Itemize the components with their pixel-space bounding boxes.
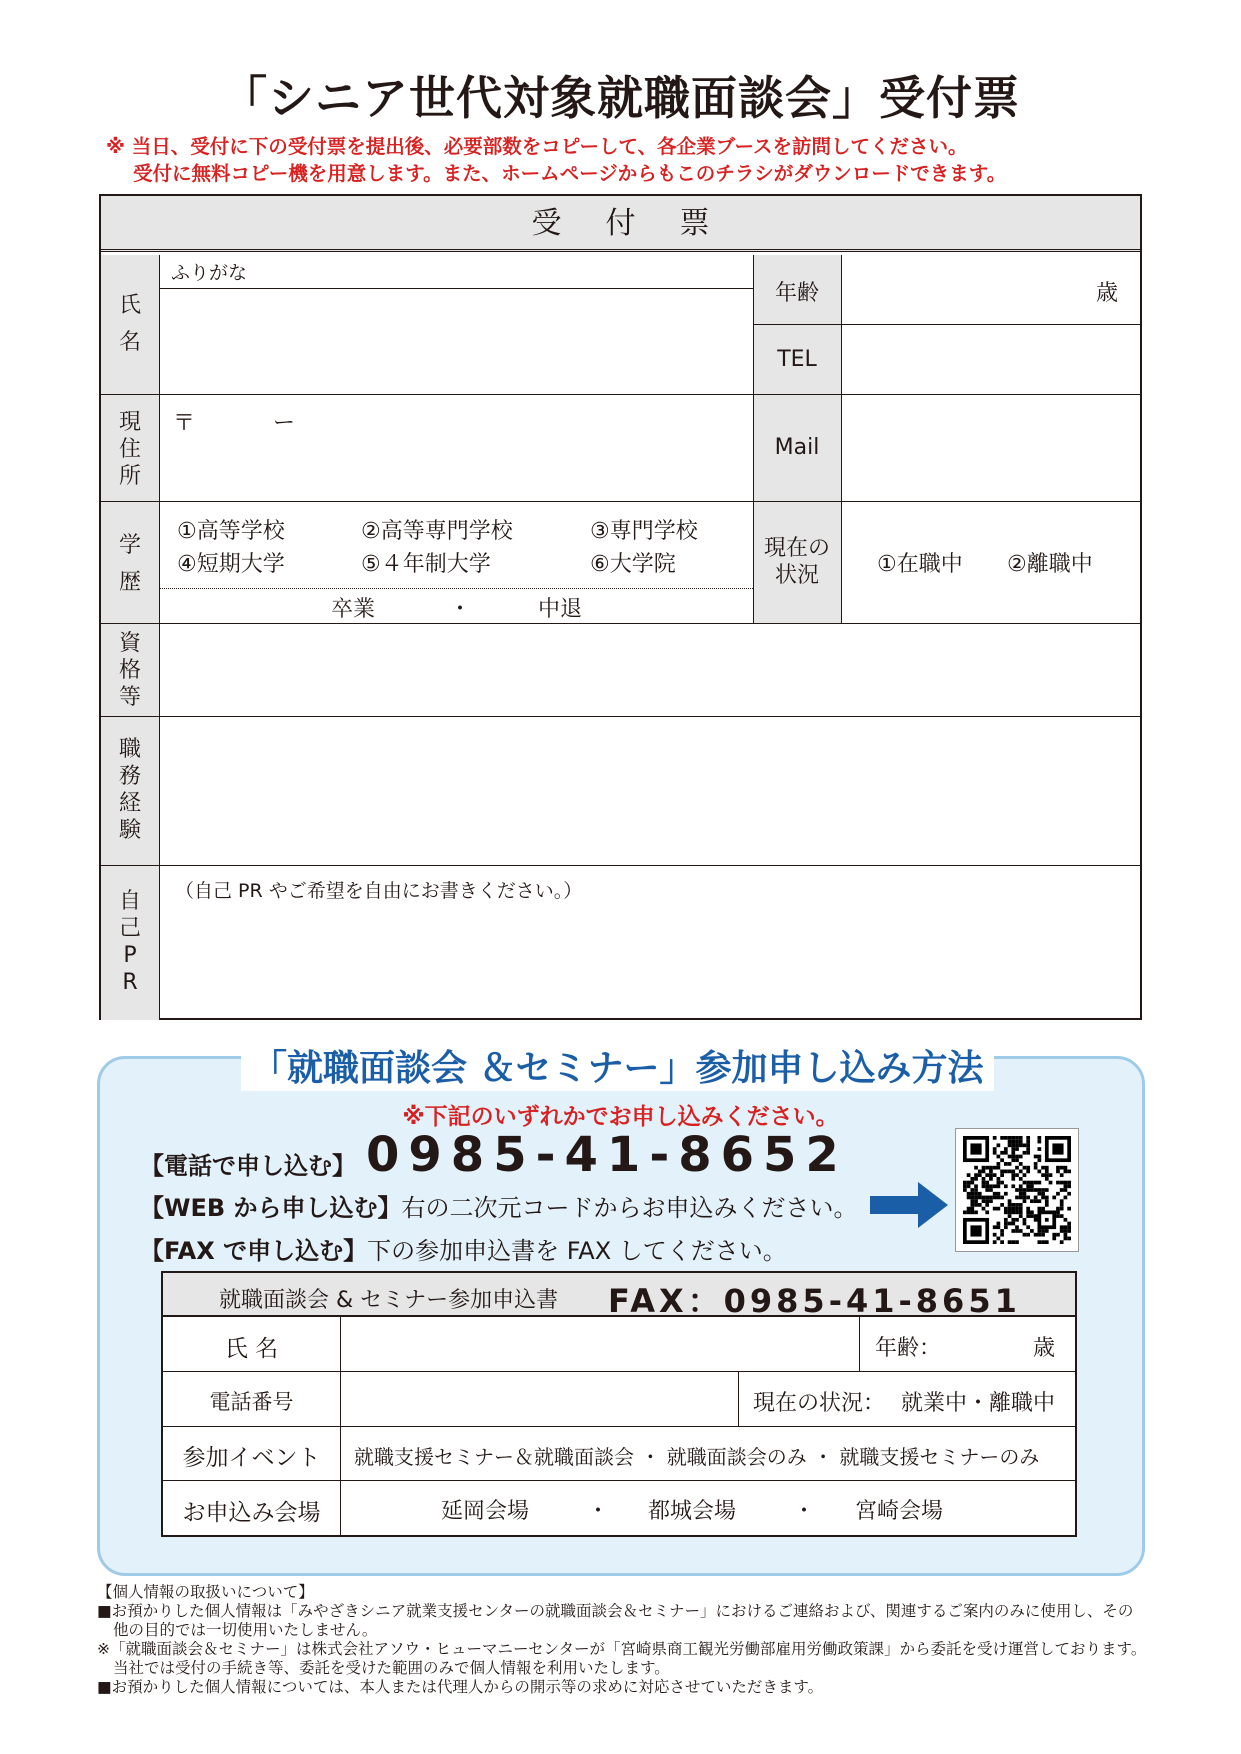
venue-separator-1: ・ — [587, 1499, 610, 1524]
status-option-employed[interactable]: ①在職中 — [877, 552, 963, 577]
fax-phone-field[interactable] — [343, 1373, 736, 1424]
education-option-1[interactable]: ①高等学校 — [177, 519, 285, 544]
qualification-label: 資 格 等 — [118, 631, 141, 710]
privacy-item-1-cont: 他の目的では一切使用いたしません。 — [113, 1621, 378, 1639]
self-pr-hint: （自己 PR やご希望を自由にお書きください。） — [175, 880, 583, 902]
web-method — [140, 1188, 858, 1223]
self-pr-field[interactable] — [161, 901, 1136, 1017]
privacy-heading: 【個人情報の取扱いについて】 — [97, 1583, 314, 1601]
fax-name-label: 氏 名 — [224, 1336, 279, 1362]
status-label: 現在の 状況 — [763, 536, 830, 588]
education-option-6[interactable]: ⑥大学院 — [590, 552, 676, 577]
qualification-field[interactable] — [161, 626, 1136, 714]
mail-field[interactable] — [846, 398, 1136, 498]
web-method-label: 【WEB から申し込む】 — [140, 1194, 402, 1222]
fax-status-label: 現在の状況： — [753, 1391, 886, 1416]
age-field[interactable] — [846, 258, 1136, 322]
tel-field[interactable] — [846, 328, 1136, 392]
fax-application-form — [161, 1271, 1077, 1537]
fax-name-field[interactable] — [343, 1319, 857, 1369]
graduation-separator: ・ — [449, 597, 472, 622]
age-label: 年齢 — [774, 281, 819, 306]
address-label: 現 住 所 — [118, 410, 141, 489]
fax-form-title: 就職面談会 & セミナー参加申込書 — [219, 1288, 559, 1313]
fax-age-label: 年齢： — [875, 1336, 942, 1361]
phone-method: 【電話で申し込む】 — [140, 1152, 356, 1180]
dropped-out-option[interactable]: 中退 — [538, 597, 583, 622]
qr-code-icon[interactable] — [955, 1128, 1079, 1252]
fax-event-label: 参加イベント — [182, 1445, 321, 1471]
phone-number[interactable]: 0985-41-8652 — [366, 1127, 848, 1183]
self-pr-label: 自 己 P R — [118, 889, 141, 995]
privacy-item-3: ■お預かりした個人情報については、本人または代理人からの開示等の求めに対応させていただきます。 — [97, 1678, 824, 1696]
note-line-2: 受付に無料コピー機を用意します。また、ホームページからもこのチラシがダウンロードできます。 — [133, 162, 1007, 185]
fax-phone-label: 電話番号 — [209, 1390, 294, 1414]
education-label: 学 歴 — [118, 533, 141, 595]
name-field[interactable] — [161, 291, 751, 391]
name-label: 氏 名 — [118, 293, 141, 355]
age-unit: 歳 — [1096, 281, 1119, 306]
furigana-label: ふりがな — [171, 262, 248, 284]
fax-method — [140, 1231, 787, 1266]
venue-nobeoka[interactable]: 延岡会場 — [441, 1499, 530, 1524]
notes — [106, 133, 1006, 187]
venue-separator-2: ・ — [793, 1499, 816, 1524]
privacy-item-2-cont: 当社では受付の手続き等、委託を受けた範囲のみで個人情報を利用いたします。 — [113, 1659, 670, 1677]
venue-miyazaki[interactable]: 宮崎会場 — [855, 1499, 944, 1524]
experience-field[interactable] — [161, 719, 1136, 863]
address-field[interactable] — [161, 436, 751, 498]
fax-age-unit: 歳 — [1033, 1336, 1056, 1361]
fax-venue-label: お申込み会場 — [182, 1500, 321, 1526]
status-option-unemployed[interactable]: ②離職中 — [1007, 552, 1093, 577]
fax-number: FAX：0985-41-8651 — [608, 1282, 1021, 1320]
education-option-3[interactable]: ③専門学校 — [590, 519, 698, 544]
application-title: 「就職面談会 ＆セミナー」参加申し込み方法 — [241, 1040, 994, 1091]
postal-dash: ー — [273, 411, 296, 436]
postal-mark: 〒 — [173, 411, 196, 436]
arrow-right-icon — [870, 1180, 950, 1234]
venue-miyakonojo[interactable]: 都城会場 — [648, 1499, 737, 1524]
education-option-4[interactable]: ④短期大学 — [177, 552, 285, 577]
education-option-5[interactable]: ⑤４年制大学 — [361, 552, 491, 577]
form-header: 受付票 — [101, 196, 1140, 252]
fax-form-header — [163, 1273, 1075, 1320]
fax-method-label: 【FAX で申し込む】 — [140, 1237, 368, 1265]
fax-status-options[interactable]: 就業中・離職中 — [901, 1391, 1056, 1416]
fax-method-text: 下の参加申込書を FAX してください。 — [367, 1237, 787, 1265]
note-line-1: ※ 当日、受付に下の受付票を提出後、必要部数をコピーして、各企業ブースを訪問してください。 — [106, 135, 968, 158]
web-method-text: 右の二次元コードからお申込みください。 — [401, 1194, 858, 1222]
experience-label: 職 務 経 験 — [118, 737, 141, 843]
education-option-2[interactable]: ②高等専門学校 — [361, 519, 513, 544]
privacy-item-1: ■お預かりした個人情報は「みやざきシニア就業支援センターの就職面談会＆セミナー」におけるご連絡および、関連するご案内のみに使用し、その — [97, 1602, 1134, 1620]
reception-form — [99, 194, 1142, 1020]
mail-label: Mail — [774, 435, 820, 460]
fax-event-options[interactable]: 就職支援セミナー＆就職面談会 ・ 就職面談会のみ ・ 就職支援セミナーのみ — [354, 1445, 1040, 1469]
tel-label: TEL — [777, 347, 817, 372]
application-note: ※下記のいずれかでお申し込みください。 — [402, 1104, 839, 1130]
graduated-option[interactable]: 卒業 — [331, 597, 376, 622]
privacy-notice — [97, 1583, 1157, 1697]
privacy-item-2: ※「就職面談会＆セミナー」は株式会社アソウ・ヒューマニーセンターが「宮崎県商工観光労働部雇用労働政策課」から委託を受け運営しております。 — [97, 1640, 1147, 1658]
page-title: 「シニア世代対象就職面談会」受付票 — [221, 71, 1020, 125]
